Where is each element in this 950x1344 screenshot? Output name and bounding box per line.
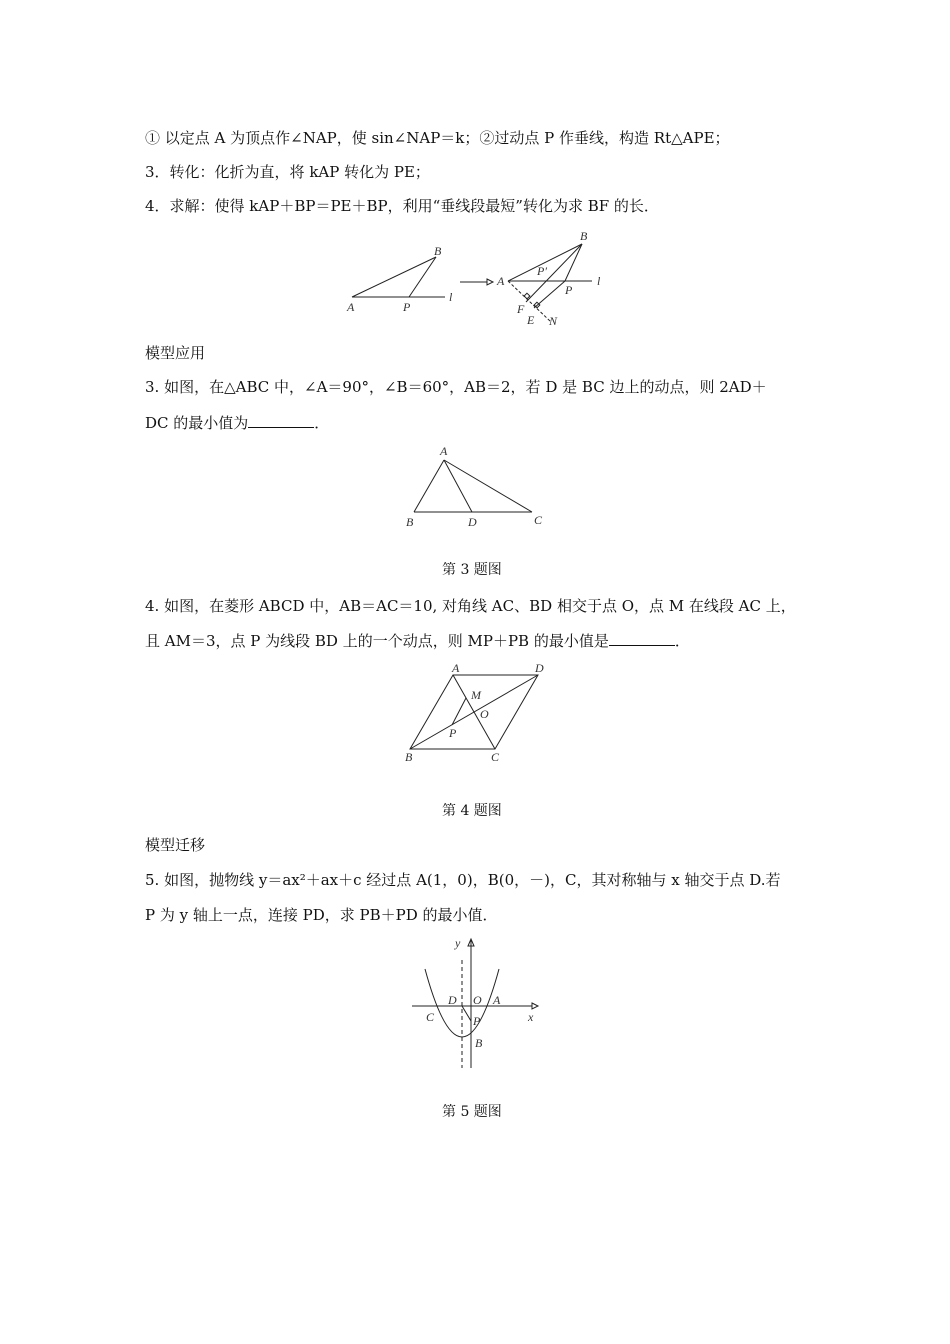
step-3-transform: 3．转化：化折为直，将 kAP 转化为 PE；	[145, 163, 430, 181]
svg-text:C: C	[534, 513, 543, 527]
question-5-line1: 5. 如图，抛物线 y＝ax²＋ax＋c 经过点 A(1，0)，B(0，－)，C，其对称轴与 x 轴交于点 D.若	[145, 871, 781, 889]
question-4-text: 且 AM＝3，点 P 为线段 BD 上的一个动点，则 MP＋PB 的最小值是	[145, 632, 609, 650]
svg-text:B: B	[406, 515, 414, 529]
svg-text:l: l	[449, 290, 453, 304]
svg-text:O: O	[480, 707, 489, 721]
svg-text:M: M	[471, 688, 481, 702]
svg-text:D: D	[448, 993, 457, 1007]
step-construct: ① 以定点 A 为顶点作∠NAP，使 sin∠NAP＝k；②过动点 P 作垂线，构造 Rt△APE；	[145, 129, 730, 147]
svg-text:B: B	[475, 1036, 483, 1050]
svg-text:D: D	[535, 661, 544, 675]
figure-question-5	[400, 925, 550, 1075]
step-4-solve: 4．求解：使得 kAP＋BP＝PE＋BP，利用“垂线段最短”转化为求 BF 的长．	[145, 197, 659, 215]
svg-text:A: A	[497, 274, 505, 288]
svg-text:x: x	[528, 1010, 534, 1024]
question-3-line1: 3. 如图，在△ABC 中，∠A＝90°，∠B＝60°，AB＝2，若 D 是 BC 边上的动点，则 2AD＋	[145, 378, 767, 396]
svg-text:C: C	[426, 1010, 435, 1024]
svg-text:A: A	[440, 444, 448, 458]
svg-text:P: P	[473, 1014, 481, 1028]
svg-text:A: A	[493, 993, 501, 1007]
svg-text:P: P	[449, 726, 457, 740]
question-3-text: DC 的最小值为	[145, 414, 249, 432]
figure-before	[346, 244, 453, 314]
svg-text:N: N	[549, 314, 558, 328]
section-title-transfer: 模型迁移	[145, 836, 206, 854]
figure-caption-3: 第 3 题图	[442, 562, 502, 578]
figure-caption-5: 第 5 题图	[442, 1104, 502, 1120]
svg-text:E: E	[527, 313, 535, 327]
svg-text:O: O	[473, 993, 482, 1007]
answer-blank	[248, 413, 314, 428]
svg-text:B: B	[434, 244, 442, 258]
svg-text:A: A	[452, 661, 460, 675]
svg-text:P: P	[403, 300, 411, 314]
arrow-icon	[460, 279, 493, 285]
svg-text:B: B	[405, 750, 413, 764]
svg-text:A: A	[347, 300, 355, 314]
svg-text:P′: P′	[537, 264, 547, 278]
section-title-application: 模型应用	[145, 344, 206, 362]
figure-question-3	[390, 440, 560, 540]
figure-caption-4: 第 4 题图	[442, 803, 502, 819]
question-4-line2: 且 AM＝3，点 P 为线段 BD 上的一个动点，则 MP＋PB 的最小值是 ．	[145, 632, 690, 650]
svg-text:D: D	[468, 515, 477, 529]
figure-after	[496, 229, 601, 328]
svg-text:y: y	[455, 936, 461, 950]
answer-blank	[609, 631, 675, 646]
svg-text:C: C	[491, 750, 500, 764]
question-5-line2: P 为 y 轴上一点，连接 PD，求 PB＋PD 的最小值．	[145, 906, 498, 924]
svg-text:l: l	[597, 274, 601, 288]
model-figure	[330, 225, 620, 335]
svg-text:B: B	[580, 229, 588, 243]
question-4-line1: 4. 如图，在菱形 ABCD 中，AB＝AC＝10, 对角线 AC、BD 相交于点 O，点 M 在线段 AC 上，	[145, 597, 796, 615]
question-3-line2: DC 的最小值为 ．	[145, 414, 330, 432]
svg-text:P: P	[565, 283, 573, 297]
svg-text:F: F	[517, 302, 525, 316]
figure-question-4	[395, 655, 555, 765]
